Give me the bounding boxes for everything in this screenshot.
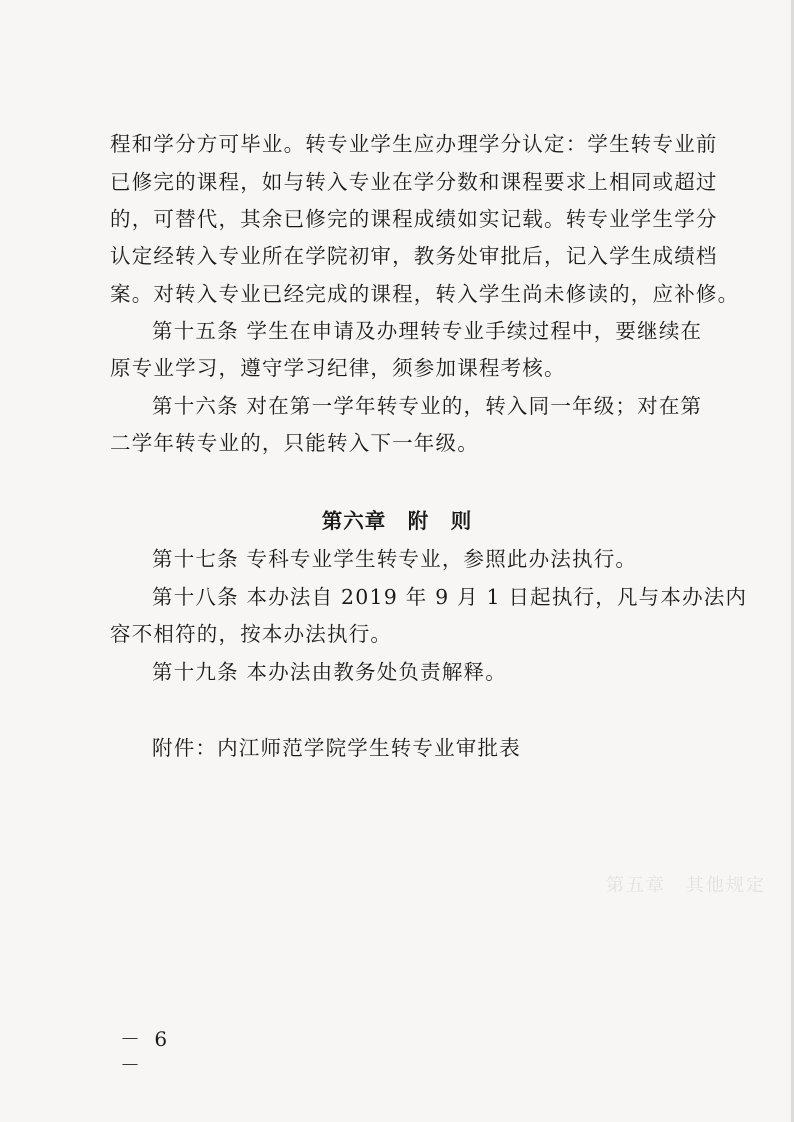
chapter-heading: 第六章 附 则 xyxy=(321,509,473,533)
article-18-line: 第十八条 本办法自 2019 年 9 月 1 日起执行，凡与本办法内 xyxy=(152,585,748,609)
article-17-line: 第十七条 专科专业学生转专业，参照此办法执行。 xyxy=(152,547,638,571)
body-line: 二学年转专业的，只能转入下一年级。 xyxy=(110,431,479,455)
body-line: 容不相符的，按本办法执行。 xyxy=(110,622,393,646)
page-number: － 6 － xyxy=(120,1027,172,1077)
body-line: 认定经转入专业所在学院初审，教务处审批后，记入学生成绩档 xyxy=(110,244,718,268)
attachment-line: 附件：内江师范学院学生转专业审批表 xyxy=(152,736,521,760)
bleed-through-heading: 第五章 其他规定 xyxy=(606,875,766,896)
article-16-line: 第十六条 对在第一学年转专业的，转入同一年级；对在第 xyxy=(152,394,703,418)
body-line: 案。对转入专业已经完成的课程，转入学生尚未修读的，应补修。 xyxy=(110,282,740,306)
body-line: 原专业学习，遵守学习纪律，须参加课程考核。 xyxy=(110,356,566,380)
body-line: 程和学分方可毕业。转专业学生应办理学分认定：学生转专业前 xyxy=(110,132,718,156)
article-15-line: 第十五条 学生在申请及办理转专业手续过程中，要继续在 xyxy=(152,319,703,343)
body-line: 已修完的课程，如与转入专业在学分数和课程要求上相同或超过 xyxy=(110,170,718,194)
article-19-line: 第十九条 本办法由教务处负责解释。 xyxy=(152,660,507,684)
body-line: 的，可替代，其余已修完的课程成绩如实记载。转专业学生学分 xyxy=(110,207,718,231)
